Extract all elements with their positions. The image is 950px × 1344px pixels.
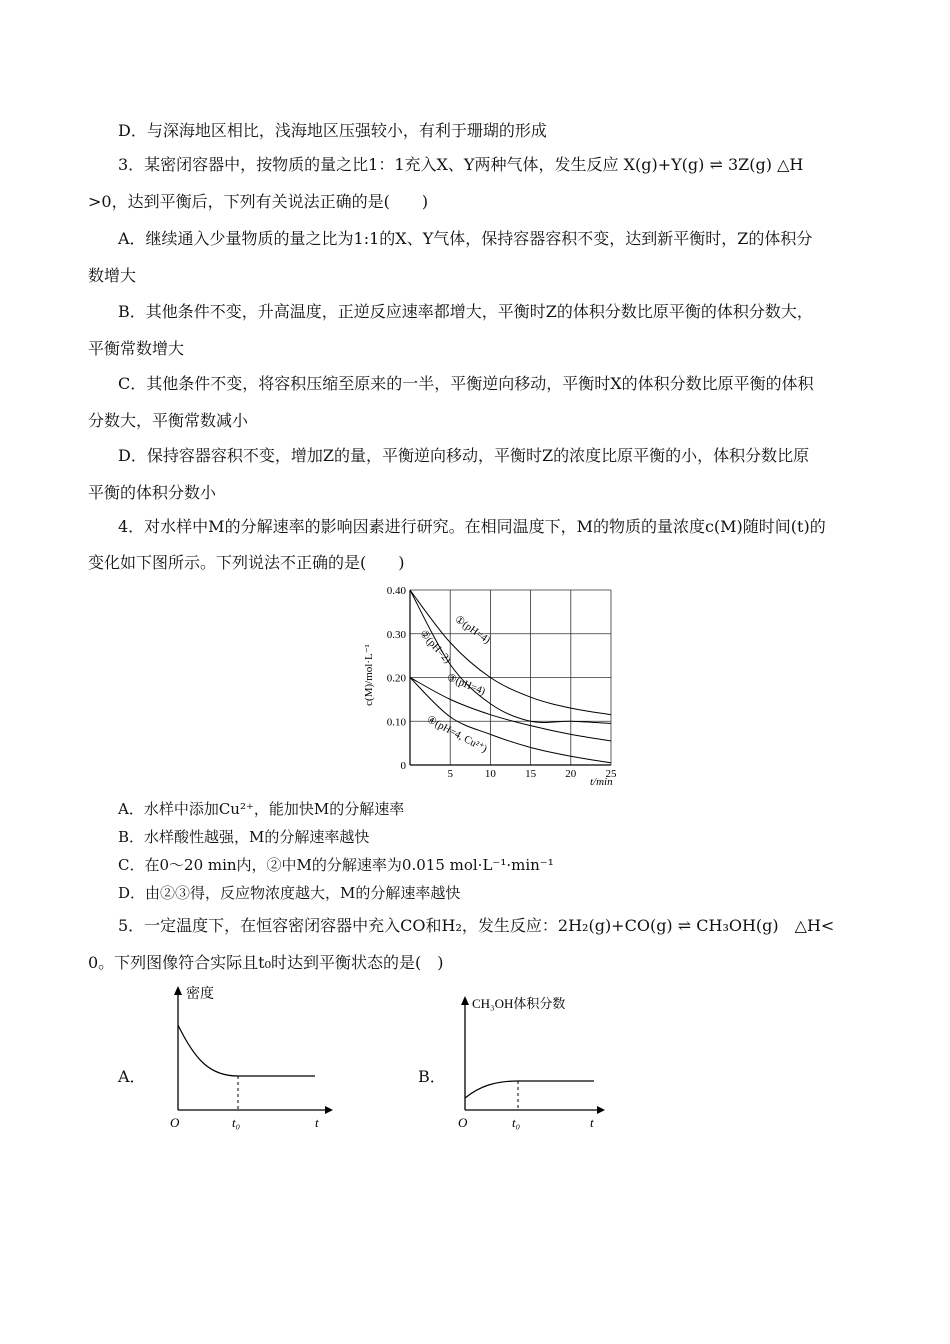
q3-option-c-1: C．其他条件不变，将容积压缩至原来的一半，平衡逆向移动，平衡时X的体积分数比原平衡的体积 bbox=[118, 374, 814, 393]
q3-option-d-1: D．保持容器容积不变，增加Z的量，平衡逆向移动，平衡时Z的浓度比原平衡的小，体积分数比原 bbox=[118, 446, 810, 465]
q5a-t: t bbox=[315, 1115, 319, 1130]
y-tick-label: 0.20 bbox=[386, 672, 406, 685]
q4-option-b: B．水样酸性越强，M的分解速率越快 bbox=[118, 828, 370, 846]
chart-xlabel: t/min bbox=[590, 776, 613, 788]
x-tick-label: 10 bbox=[484, 768, 496, 780]
x-tick-label: 25 bbox=[605, 768, 617, 780]
q5-option-a-graph bbox=[160, 980, 340, 1135]
q5a-ylabel: 密度 bbox=[186, 987, 214, 1002]
q4-option-d: D．由②③得，反应物浓度越大，M的分解速率越快 bbox=[118, 884, 461, 902]
q5-option-a-label: A． bbox=[118, 1067, 146, 1086]
q3-option-a-2: 数增大 bbox=[88, 266, 137, 285]
q5a-t0: t₀ bbox=[232, 1115, 241, 1130]
q5a-origin: O bbox=[170, 1115, 180, 1130]
q5b-ylabel: CH₃OH体积分数 bbox=[472, 996, 566, 1011]
q3-stem-1: 3．某密闭容器中，按物质的量之比1：1充入X、Y两种气体，发生反应 X(g)+Y(g) ⇌ 3Z(g) △H bbox=[118, 155, 804, 174]
q5-option-b-label: B． bbox=[418, 1067, 446, 1086]
q5-stem-1: 5．一定温度下，在恒容密闭容器中充入CO和H₂，发生反应：2H₂(g)+CO(g) ⇌ CH₃OH(g) △H< bbox=[118, 916, 835, 935]
y-tick-label: 0.10 bbox=[386, 716, 406, 729]
q5b-t0: t₀ bbox=[512, 1115, 521, 1130]
q4-stem-1: 4．对水样中M的分解速率的影响因素进行研究。在相同温度下，M的物质的量浓度c(M)随时间(t)的 bbox=[118, 517, 826, 536]
x-tick-label: 15 bbox=[525, 768, 537, 780]
series-label-4: ④(pH=4, Cu²⁺) bbox=[424, 714, 489, 756]
x-tick-label: 20 bbox=[565, 768, 577, 780]
y-tick-label: 0.40 bbox=[386, 585, 406, 597]
q4-chart bbox=[350, 580, 630, 790]
q5-stem-2: 0。下列图像符合实际且t₀时达到平衡状态的是( ) bbox=[88, 953, 444, 972]
series-label-3: ③(pH=4) bbox=[445, 672, 487, 698]
x-tick-label: 5 bbox=[447, 768, 453, 780]
q3-option-b-1: B．其他条件不变，升高温度，正逆反应速率都增大，平衡时Z的体积分数比原平衡的体积分数大， bbox=[118, 302, 813, 321]
q4-option-c: C．在0～20 min内，②中M的分解速率为0.015 mol·L⁻¹·min⁻¹ bbox=[118, 856, 554, 874]
q5b-origin: O bbox=[458, 1115, 468, 1130]
q3-option-c-2: 分数大，平衡常数减小 bbox=[88, 411, 249, 430]
q2-option-d: D．与深海地区相比，浅海地区压强较小，有利于珊瑚的形成 bbox=[118, 121, 547, 140]
q5b-t: t bbox=[590, 1115, 594, 1130]
chart-ylabel: c(M)/mol·L⁻¹ bbox=[363, 644, 375, 706]
q4-stem-2: 变化如下图所示。下列说法不正确的是( ) bbox=[88, 553, 405, 572]
q5-option-b-graph bbox=[450, 990, 610, 1135]
series-label-2: ②(pH=2) bbox=[417, 628, 453, 666]
q3-option-a-1: A．继续通入少量物质的量之比为1:1的X、Y气体，保持容器容积不变，达到新平衡时，Z的体积分 bbox=[118, 229, 813, 248]
series-label-1: ①(pH=4) bbox=[452, 614, 492, 647]
q3-stem-2: >0，达到平衡后，下列有关说法正确的是( ) bbox=[88, 192, 429, 211]
y-tick-label: 0.30 bbox=[386, 628, 406, 641]
q3-option-d-2: 平衡的体积分数小 bbox=[88, 483, 217, 502]
y-tick-label: 0 bbox=[400, 760, 406, 772]
q3-option-b-2: 平衡常数增大 bbox=[88, 339, 185, 358]
q4-option-a: A．水样中添加Cu²⁺，能加快M的分解速率 bbox=[118, 800, 405, 818]
